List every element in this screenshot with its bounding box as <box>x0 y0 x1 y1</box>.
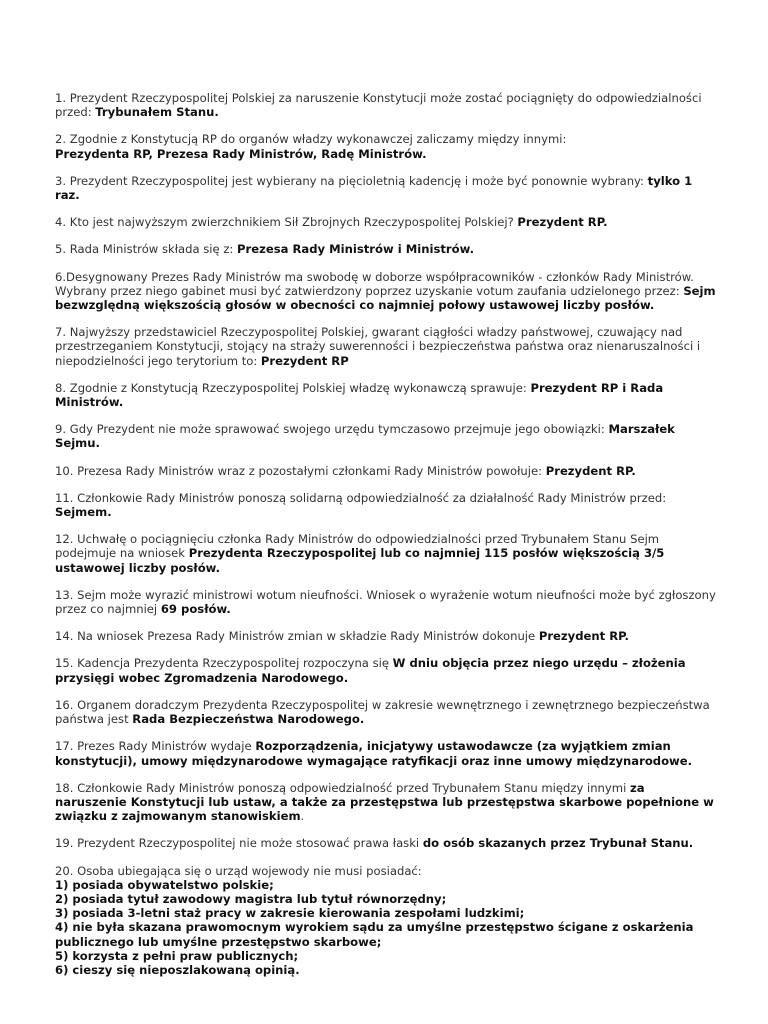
answer-text: 69 posłów. <box>160 602 231 617</box>
answer-text: za naruszenie Konstytucji lub ustaw, a także za przestępstwa lub przestępstwa skarbowe popełnione w związku z zajmowanym stanowiskiem <box>55 780 714 824</box>
question-20-item: 2) posiada tytuł zawodowy magistra lub tytuł równorzędny; <box>55 891 447 906</box>
question-1 <box>55 91 719 119</box>
answer-text: Marszałek Sejmu. <box>55 422 675 451</box>
question-text: 15. Kadencja Prezydenta Rzeczypospolitej rozpoczyna się <box>55 656 393 671</box>
answer-text: Prezydent RP i Rada Ministrów. <box>55 380 664 410</box>
question-text: . <box>300 809 305 824</box>
answer-text: tylko 1 raz. <box>55 173 693 203</box>
question-text: 7. Najwyższy przedstawiciel Rzeczypospolitej Polskiej, gwarant ciągłości władzy państwowej, czuwający nad przestrzeganiem Konstytucji, stojący na straży suwerenności i bezpieczeństwa państwa oraz nienaruszalności i niepodzielności jego terytorium to: <box>55 325 701 368</box>
question-20-item: 6) cieszy się nieposzlakowaną opinią. <box>55 962 300 977</box>
answer-text: Prezydenta RP, Prezesa Rady Ministrów, Radę Ministrów. <box>55 146 427 161</box>
question-text: 9. Gdy Prezydent nie może sprawować swojego urzędu tymczasowo przejmuje jego obowiązki: <box>55 422 609 437</box>
question-20 <box>55 864 719 978</box>
answer-text: Trybunałem Stanu. <box>95 105 219 120</box>
answer-text: Sejm bezwzględną większością głosów w obecności co najmniej połowy ustawowej liczby posłów. <box>55 283 716 313</box>
answer-text: Prezesa Rady Ministrów i Ministrów. <box>237 242 474 257</box>
question-2 <box>55 132 719 160</box>
question-6 <box>55 270 719 313</box>
question-text: 12. Uchwałę o pociągnięciu członka Rady Ministrów do odpowiedzialności przed Trybunałem Stanu Sejm podejmuje na wniosek <box>55 532 660 561</box>
question-text: 10. Prezesa Rady Ministrów wraz z pozostałymi członkami Rady Ministrów powołuje: <box>55 463 546 478</box>
question-text: 16. Organem doradczym Prezydenta Rzeczypospolitej w zakresie wewnętrznego i zewnętrznego bezpieczeństwa państwa jest <box>55 697 710 727</box>
question-15 <box>55 656 719 684</box>
question-text: 11. Członkowie Rady Ministrów ponoszą solidarną odpowiedzialność za działalność Rady Ministrów przed: <box>55 490 667 505</box>
question-text: 1. Prezydent Rzeczypospolitej Polskiej za naruszenie Konstytucji może zostać pociągnięty do odpowiedzialności przed: <box>55 91 702 120</box>
answer-text: Prezydent RP. <box>538 629 629 644</box>
question-4 <box>55 215 719 229</box>
question-text: 17. Prezes Rady Ministrów wydaje <box>55 739 256 754</box>
question-text: 14. Na wniosek Prezesa Rady Ministrów zmian w składzie Rady Ministrów dokonuje <box>55 629 539 644</box>
question-3 <box>55 174 719 202</box>
question-text: 4. Kto jest najwyższym zwierzchnikiem Sił Zbrojnych Rzeczypospolitej Polskiej? <box>55 215 518 230</box>
question-text: 5. Rada Ministrów składa się z: <box>55 242 238 257</box>
question-text: 3. Prezydent Rzeczypospolitej jest wybierany na pięcioletnią kadencję i może być ponownie wybrany: <box>55 173 648 188</box>
answer-text: Prezydent RP. <box>545 463 636 478</box>
question-9 <box>55 422 719 450</box>
answer-text: Rada Bezpieczeństwa Narodowego. <box>132 712 365 727</box>
question-19 <box>55 836 719 850</box>
question-20-item: 1) posiada obywatelstwo polskie; <box>55 877 274 892</box>
question-text: 18. Członkowie Rady Ministrów ponoszą odpowiedzialność przed Trybunałem Stanu między innymi <box>55 780 630 795</box>
answer-text: Prezydent RP <box>260 353 349 368</box>
question-17 <box>55 739 719 767</box>
question-list <box>55 91 719 851</box>
question-text: 13. Sejm może wyrazić ministrowi wotum nieufności. Wniosek o wyrażenie wotum nieufności może być zgłoszony przez co najmniej <box>55 587 716 617</box>
question-text: 6.Desygnowany Prezes Rady Ministrów ma swobodę w doborze współpracowników - członków Rady Ministrów. Wybrany przez niego gabinet musi być zatwierdzony poprzez uzyskanie votum zaufania udzielonego przez: <box>55 269 694 298</box>
question-20-item: 4) nie była skazana prawomocnym wyrokiem sądu za umyślne przestępstwo ścigane z oskarżenia publicznego lub umyślne przestępstwo skarbowe; <box>55 920 694 949</box>
question-13 <box>55 588 719 616</box>
question-text: 19. Prezydent Rzeczypospolitej nie może stosować prawa łaski <box>55 836 423 851</box>
question-20-item: 5) korzysta z pełni praw publicznych; <box>55 948 299 963</box>
question-16 <box>55 698 719 726</box>
question-10 <box>55 464 719 478</box>
question-7 <box>55 325 719 368</box>
question-5 <box>55 242 719 256</box>
answer-text: Rozporządzenia, inicjatywy ustawodawcze (za wyjątkiem zmian konstytucji), umowy międzynarodowe wymagające ratyfikacji oraz inne umowy międzynarodowe. <box>55 739 693 768</box>
question-text: 2. Zgodnie z Konstytucją RP do organów władzy wykonawczej zaliczamy między innymi: <box>55 132 567 147</box>
answer-text: Prezydent RP. <box>517 215 608 230</box>
answer-text: Prezydenta Rzeczypospolitej lub co najmniej 115 posłów większością 3/5 ustawowej liczby posłów. <box>55 546 665 575</box>
question-8 <box>55 381 719 409</box>
question-12 <box>55 532 719 575</box>
answer-text: Sejmem. <box>55 505 112 520</box>
question-20-item: 3) posiada 3-letni staż pracy w zakresie kierowania zespołami ludzkimi; <box>55 906 525 921</box>
question-18 <box>55 781 719 824</box>
answer-text: W dniu objęcia przez niego urzędu – złożenia przysięgi wobec Zgromadzenia Narodowego. <box>55 656 686 685</box>
question-text: 8. Zgodnie z Konstytucją Rzeczypospolitej Polskiej władzę wykonawczą sprawuje: <box>55 380 531 395</box>
document-page <box>55 91 719 990</box>
question-14 <box>55 629 719 643</box>
question-20-intro: 20. Osoba ubiegająca się o urząd wojewody nie musi posiadać: <box>55 863 422 878</box>
answer-text: do osób skazanych przez Trybunał Stanu. <box>422 836 694 851</box>
question-11 <box>55 491 719 519</box>
